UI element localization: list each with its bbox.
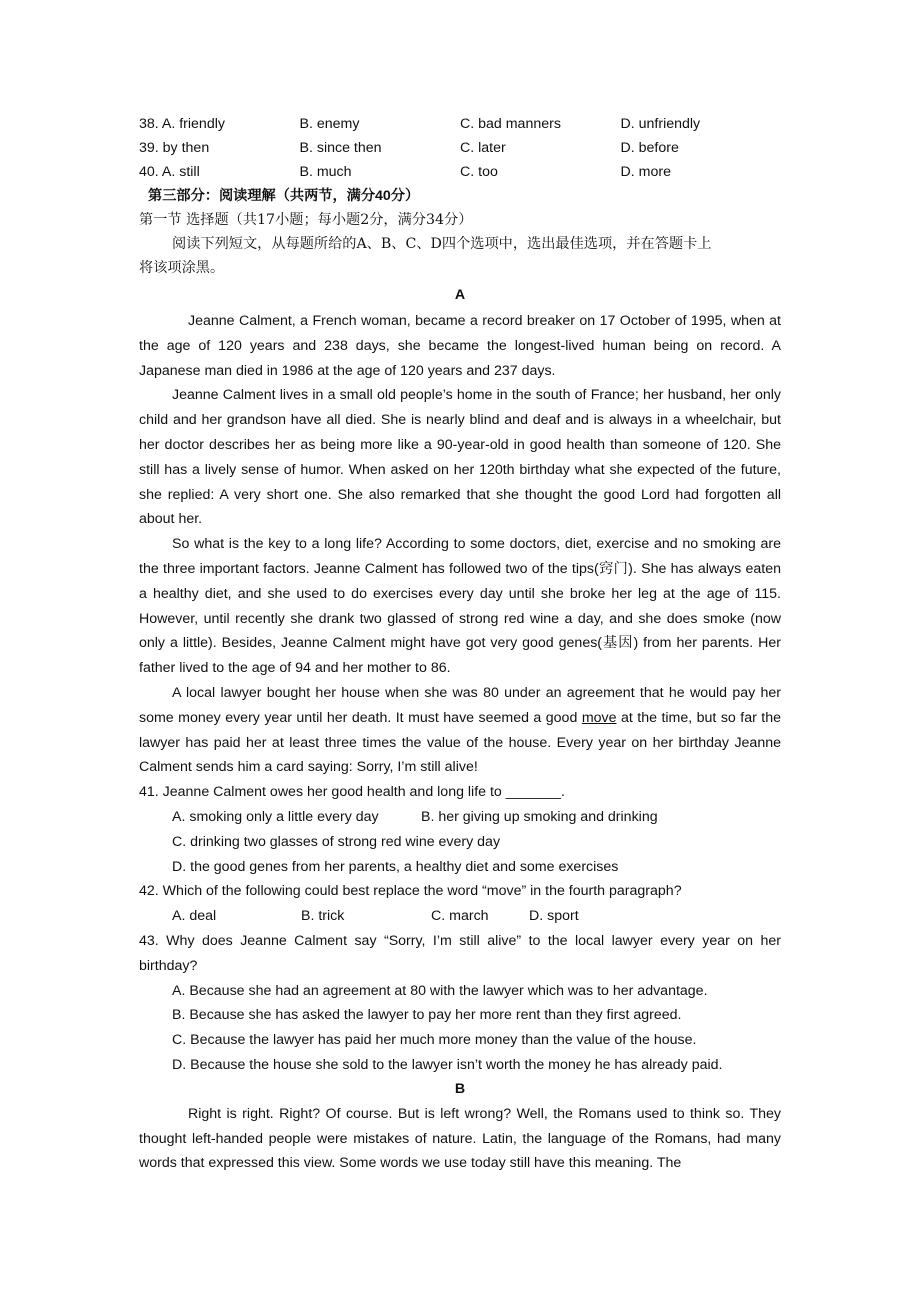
option-c: C. Because the lawyer has paid her much more money than the value of the house. [172,1032,697,1049]
passage-a-paragraph-4 [139,681,781,780]
cloze-option-row-40 [139,160,781,184]
option-b: B. enemy [299,116,360,132]
exam-page [139,112,781,1176]
option-a: A. Because she had an agreement at 80 with the lawyer which was to her advantage. [172,982,708,999]
question-42-stem: 42. Which of the following could best replace the word “move” in the fourth paragraph? [139,883,682,900]
question-42-options-row [139,904,781,929]
option-b: B. since then [299,140,382,156]
question-43-stem: 43. Why does Jeanne Calment say “Sorry, I’m still alive” to the local lawyer every year on her birthday? [139,932,781,974]
option-c: C. later [460,140,506,156]
option-b: B. Because she has asked the lawyer to pay her more rent than they first agreed. [172,1007,682,1024]
option-b: B. much [299,164,352,180]
option-a: 40. A. still [139,164,200,180]
paragraph-text: A local lawyer bought her house when she was 80 under an agreement that he would pay her some money every year until her death. It must have seemed a good [139,684,781,726]
passage-a-paragraph-2: Jeanne Calment lives in a small old people’s home in the south of France; her husband, her only child and her grandson have all died. She is nearly blind and deaf and is always in a wheelchair, but her doctor describes her as being more like a 90-year-old in good health than someone of 120. She still has a lively sense of humor. When asked on her 120th birthday what she expected of the future, she replied: A very short one. She also remarked that she thought the good Lord had forgotten all about her. [139,387,781,528]
instruction-line-1: 阅读下列短文，从每题所给的A、B、C、D四个选项中，选出最佳选项，并在答题卡上 [172,236,712,252]
passage-a-label: A [454,287,466,303]
question-41-options-row [139,805,781,830]
cloze-option-row-39 [139,136,781,160]
option-a: 39. by then [139,140,210,156]
option-c: C. too [460,164,498,180]
instruction-line-2: 将该项涂黑。 [139,260,225,276]
option-d: D. unfriendly [620,116,701,132]
option-b: B. trick [301,908,345,925]
option-c: C. drinking two glasses of strong red wine every day [172,833,501,850]
option-c: C. march [431,908,489,925]
option-c: C. bad manners [460,116,561,132]
option-d: D. sport [529,908,579,925]
question-41-stem: 41. Jeanne Calment owes her good health and long life to _______. [139,784,565,801]
paragraph-text: at the time, but so far the lawyer has paid her at least three times the value of the house. Every year on her birthday Jeanne Calment sends him a card saying: Sorry, I’m still alive! [139,709,781,776]
option-a: A. deal [172,908,217,925]
option-d: D. more [620,164,671,180]
option-d: D. the good genes from her parents, a healthy diet and some exercises [172,858,619,875]
underlined-word-move: move [581,709,617,726]
subsection-title: 第一节 选择题（共17小题；每小题2分，满分34分） [139,212,473,228]
cloze-option-row-38 [139,112,781,136]
passage-a-paragraph-3: So what is the key to a long life? According to some doctors, diet, exercise and no smoking are the three important factors. Jeanne Calment has followed two of the tips(窍门). She has always eaten a healthy diet, and she used to do exercises every day until she broke her leg at the age of 115. However, until recently she drank two glassed of strong red wine a day, and she does smoke (now only a little). Besides, Jeanne Calment might have got very good genes(基因) from her parents. Her father lived to the age of 94 and her mother to 86. [139,536,781,677]
passage-a-paragraph-1: Jeanne Calment, a French woman, became a record breaker on 17 October of 1995, when at the age of 120 years and 238 days, she became the longest-lived human being on record. A Japanese man died in 1986 at the age of 120 years and 237 days. [139,313,781,379]
passage-b-label: B [454,1080,466,1097]
option-a: A. smoking only a little every day [172,808,379,825]
option-d: D. before [620,140,679,156]
section-title: 第三部分：阅读理解（共两节，满分40分） [148,188,420,204]
option-d: D. Because the house she sold to the lawyer isn’t worth the money he has already paid. [172,1056,723,1073]
passage-b-paragraph-1: Right is right. Right? Of course. But is left wrong? Well, the Romans used to think so. They thought left-handed people were mistakes of nature. Latin, the language of the Romans, had many words that expressed this view. Some words we use today still have this meaning. The [139,1105,781,1172]
option-a: 38. A. friendly [139,116,225,132]
option-b: B. her giving up smoking and drinking [421,808,658,825]
